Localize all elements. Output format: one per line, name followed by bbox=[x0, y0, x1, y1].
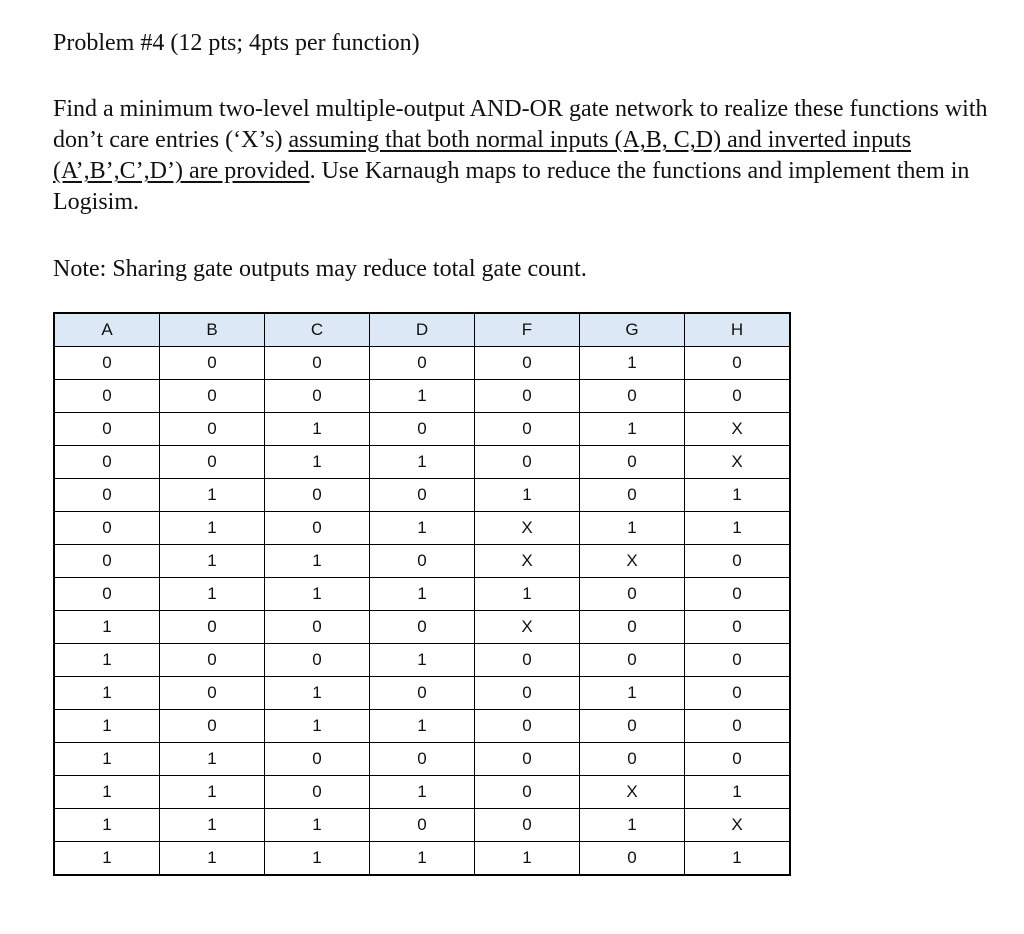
cell-f: 0 bbox=[475, 413, 580, 446]
cell-a: 1 bbox=[54, 809, 160, 842]
cell-a: 1 bbox=[54, 677, 160, 710]
cell-g: 1 bbox=[580, 809, 685, 842]
cell-c: 0 bbox=[265, 347, 370, 380]
cell-b: 1 bbox=[160, 842, 265, 876]
cell-c: 0 bbox=[265, 776, 370, 809]
cell-h: 1 bbox=[685, 512, 791, 545]
cell-c: 0 bbox=[265, 644, 370, 677]
table-row bbox=[54, 347, 790, 380]
cell-b: 1 bbox=[160, 545, 265, 578]
cell-f: 0 bbox=[475, 347, 580, 380]
cell-h: 0 bbox=[685, 578, 791, 611]
cell-a: 0 bbox=[54, 479, 160, 512]
cell-d: 0 bbox=[370, 677, 475, 710]
cell-g: 1 bbox=[580, 677, 685, 710]
cell-b: 0 bbox=[160, 413, 265, 446]
cell-a: 1 bbox=[54, 776, 160, 809]
cell-d: 1 bbox=[370, 842, 475, 876]
cell-h: 1 bbox=[685, 776, 791, 809]
cell-g: 0 bbox=[580, 578, 685, 611]
cell-f: 1 bbox=[475, 842, 580, 876]
cell-f: 0 bbox=[475, 380, 580, 413]
table-row bbox=[54, 842, 790, 876]
header-f: F bbox=[475, 313, 580, 347]
cell-f: 1 bbox=[475, 578, 580, 611]
table-row bbox=[54, 578, 790, 611]
problem-title: Problem #4 (12 pts; 4pts per function) bbox=[53, 30, 420, 56]
cell-c: 0 bbox=[265, 743, 370, 776]
header-h: H bbox=[685, 313, 791, 347]
table-row bbox=[54, 512, 790, 545]
cell-d: 0 bbox=[370, 347, 475, 380]
table-row bbox=[54, 710, 790, 743]
cell-a: 0 bbox=[54, 446, 160, 479]
cell-h: 0 bbox=[685, 611, 791, 644]
cell-h: X bbox=[685, 446, 791, 479]
instructions-text-2: . Use Karnaugh maps to reduce the functions and implement them in Logisim. bbox=[53, 158, 970, 215]
cell-a: 0 bbox=[54, 413, 160, 446]
cell-c: 0 bbox=[265, 512, 370, 545]
cell-a: 0 bbox=[54, 347, 160, 380]
cell-d: 0 bbox=[370, 545, 475, 578]
cell-h: 0 bbox=[685, 743, 791, 776]
cell-d: 0 bbox=[370, 743, 475, 776]
cell-c: 0 bbox=[265, 380, 370, 413]
table-row bbox=[54, 380, 790, 413]
instructions-paragraph bbox=[53, 94, 1003, 218]
cell-g: 0 bbox=[580, 479, 685, 512]
cell-g: 0 bbox=[580, 842, 685, 876]
cell-g: 0 bbox=[580, 446, 685, 479]
cell-h: 0 bbox=[685, 380, 791, 413]
table-row bbox=[54, 809, 790, 842]
cell-d: 1 bbox=[370, 776, 475, 809]
cell-f: X bbox=[475, 545, 580, 578]
cell-b: 0 bbox=[160, 347, 265, 380]
note-text: Note: Sharing gate outputs may reduce total gate count. bbox=[53, 256, 587, 282]
cell-d: 1 bbox=[370, 446, 475, 479]
table-row bbox=[54, 479, 790, 512]
cell-c: 0 bbox=[265, 479, 370, 512]
cell-g: X bbox=[580, 545, 685, 578]
cell-b: 0 bbox=[160, 611, 265, 644]
truth-table-body bbox=[54, 347, 790, 876]
cell-a: 0 bbox=[54, 545, 160, 578]
cell-f: 0 bbox=[475, 743, 580, 776]
cell-f: X bbox=[475, 512, 580, 545]
cell-d: 0 bbox=[370, 809, 475, 842]
document-body bbox=[53, 28, 1003, 284]
instructions-underlined-text: assuming that both normal inputs (A,B, C,D) and inverted inputs (A’,B’,C’,D’) are provided bbox=[53, 127, 912, 184]
cell-c: 1 bbox=[265, 809, 370, 842]
cell-a: 1 bbox=[54, 644, 160, 677]
cell-b: 1 bbox=[160, 578, 265, 611]
cell-b: 1 bbox=[160, 809, 265, 842]
table-row bbox=[54, 446, 790, 479]
header-g: G bbox=[580, 313, 685, 347]
cell-g: 0 bbox=[580, 611, 685, 644]
cell-b: 1 bbox=[160, 776, 265, 809]
cell-f: 0 bbox=[475, 644, 580, 677]
table-row bbox=[54, 545, 790, 578]
table-row bbox=[54, 743, 790, 776]
cell-h: X bbox=[685, 809, 791, 842]
cell-h: 0 bbox=[685, 710, 791, 743]
cell-g: 0 bbox=[580, 710, 685, 743]
cell-a: 1 bbox=[54, 611, 160, 644]
cell-h: 1 bbox=[685, 479, 791, 512]
header-b: B bbox=[160, 313, 265, 347]
cell-g: 0 bbox=[580, 743, 685, 776]
cell-h: 0 bbox=[685, 347, 791, 380]
instructions-text-1: Find a minimum two-level multiple-output AND-OR gate network to realize these functions with don’t care entries (‘X’s) bbox=[53, 96, 988, 153]
cell-d: 1 bbox=[370, 578, 475, 611]
cell-c: 1 bbox=[265, 545, 370, 578]
cell-b: 0 bbox=[160, 677, 265, 710]
cell-h: 0 bbox=[685, 677, 791, 710]
truth-table bbox=[53, 312, 791, 876]
table-row bbox=[54, 413, 790, 446]
cell-b: 1 bbox=[160, 479, 265, 512]
cell-b: 1 bbox=[160, 743, 265, 776]
cell-a: 0 bbox=[54, 512, 160, 545]
header-c: C bbox=[265, 313, 370, 347]
cell-d: 0 bbox=[370, 413, 475, 446]
cell-a: 1 bbox=[54, 842, 160, 876]
cell-f: 0 bbox=[475, 776, 580, 809]
table-row bbox=[54, 644, 790, 677]
cell-c: 1 bbox=[265, 413, 370, 446]
header-a: A bbox=[54, 313, 160, 347]
cell-c: 0 bbox=[265, 611, 370, 644]
cell-a: 0 bbox=[54, 578, 160, 611]
cell-f: X bbox=[475, 611, 580, 644]
cell-h: 0 bbox=[685, 545, 791, 578]
table-row bbox=[54, 611, 790, 644]
cell-f: 1 bbox=[475, 479, 580, 512]
cell-b: 1 bbox=[160, 512, 265, 545]
cell-a: 0 bbox=[54, 380, 160, 413]
cell-d: 1 bbox=[370, 380, 475, 413]
cell-g: 1 bbox=[580, 512, 685, 545]
cell-g: 0 bbox=[580, 380, 685, 413]
cell-h: 0 bbox=[685, 644, 791, 677]
cell-b: 0 bbox=[160, 710, 265, 743]
cell-a: 1 bbox=[54, 710, 160, 743]
cell-b: 0 bbox=[160, 380, 265, 413]
cell-d: 0 bbox=[370, 611, 475, 644]
table-row bbox=[54, 776, 790, 809]
cell-c: 1 bbox=[265, 446, 370, 479]
cell-f: 0 bbox=[475, 677, 580, 710]
cell-c: 1 bbox=[265, 677, 370, 710]
cell-g: 1 bbox=[580, 347, 685, 380]
cell-c: 1 bbox=[265, 710, 370, 743]
cell-d: 1 bbox=[370, 644, 475, 677]
cell-g: 0 bbox=[580, 644, 685, 677]
cell-f: 0 bbox=[475, 809, 580, 842]
cell-b: 0 bbox=[160, 446, 265, 479]
cell-h: X bbox=[685, 413, 791, 446]
cell-d: 0 bbox=[370, 479, 475, 512]
header-d: D bbox=[370, 313, 475, 347]
cell-c: 1 bbox=[265, 842, 370, 876]
cell-g: X bbox=[580, 776, 685, 809]
cell-a: 1 bbox=[54, 743, 160, 776]
table-row bbox=[54, 677, 790, 710]
cell-h: 1 bbox=[685, 842, 791, 876]
cell-g: 1 bbox=[580, 413, 685, 446]
cell-b: 0 bbox=[160, 644, 265, 677]
cell-f: 0 bbox=[475, 710, 580, 743]
truth-table-header-row bbox=[54, 313, 790, 347]
cell-d: 1 bbox=[370, 512, 475, 545]
cell-c: 1 bbox=[265, 578, 370, 611]
cell-f: 0 bbox=[475, 446, 580, 479]
cell-d: 1 bbox=[370, 710, 475, 743]
